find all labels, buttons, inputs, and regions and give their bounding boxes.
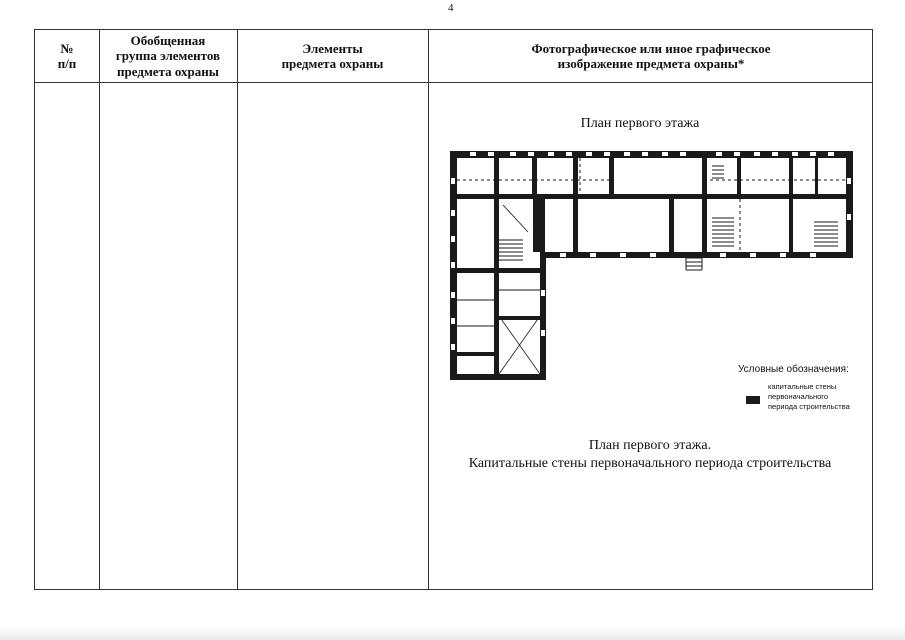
legend-line: капитальные стены xyxy=(768,382,837,391)
header-group-line: Обобщенная xyxy=(130,33,206,48)
page-number: 4 xyxy=(448,2,454,14)
header-elements-line: предмета охраны xyxy=(281,56,384,71)
header-number-line: № xyxy=(60,40,74,56)
header-image-line: Фотографическое или иное графическое xyxy=(531,40,771,56)
legend-text xyxy=(768,382,868,412)
caption-line: План первого этажа. xyxy=(588,438,712,453)
outer-walls xyxy=(450,151,853,380)
plan-title: План первого этажа xyxy=(580,116,700,131)
legend-title: Условные обозначения: xyxy=(738,364,849,375)
scan-shadow xyxy=(0,626,905,640)
legend-wall-swatch xyxy=(746,396,760,404)
header-group-line: группа элементов xyxy=(115,48,221,64)
legend-line: первоначального xyxy=(768,392,829,402)
legend-line: периода строительства xyxy=(768,402,850,412)
header-number-line: п/п xyxy=(57,56,77,71)
plan-caption xyxy=(440,437,860,472)
header-image-line: изображение предмета охраны* xyxy=(557,56,745,71)
header-elements-line: Элементы xyxy=(302,40,363,56)
caption-line: Капитальные стены первоначального периода строительства xyxy=(468,455,832,471)
thin-partitions xyxy=(457,158,846,374)
header-group-line: предмета охраны xyxy=(117,63,219,79)
